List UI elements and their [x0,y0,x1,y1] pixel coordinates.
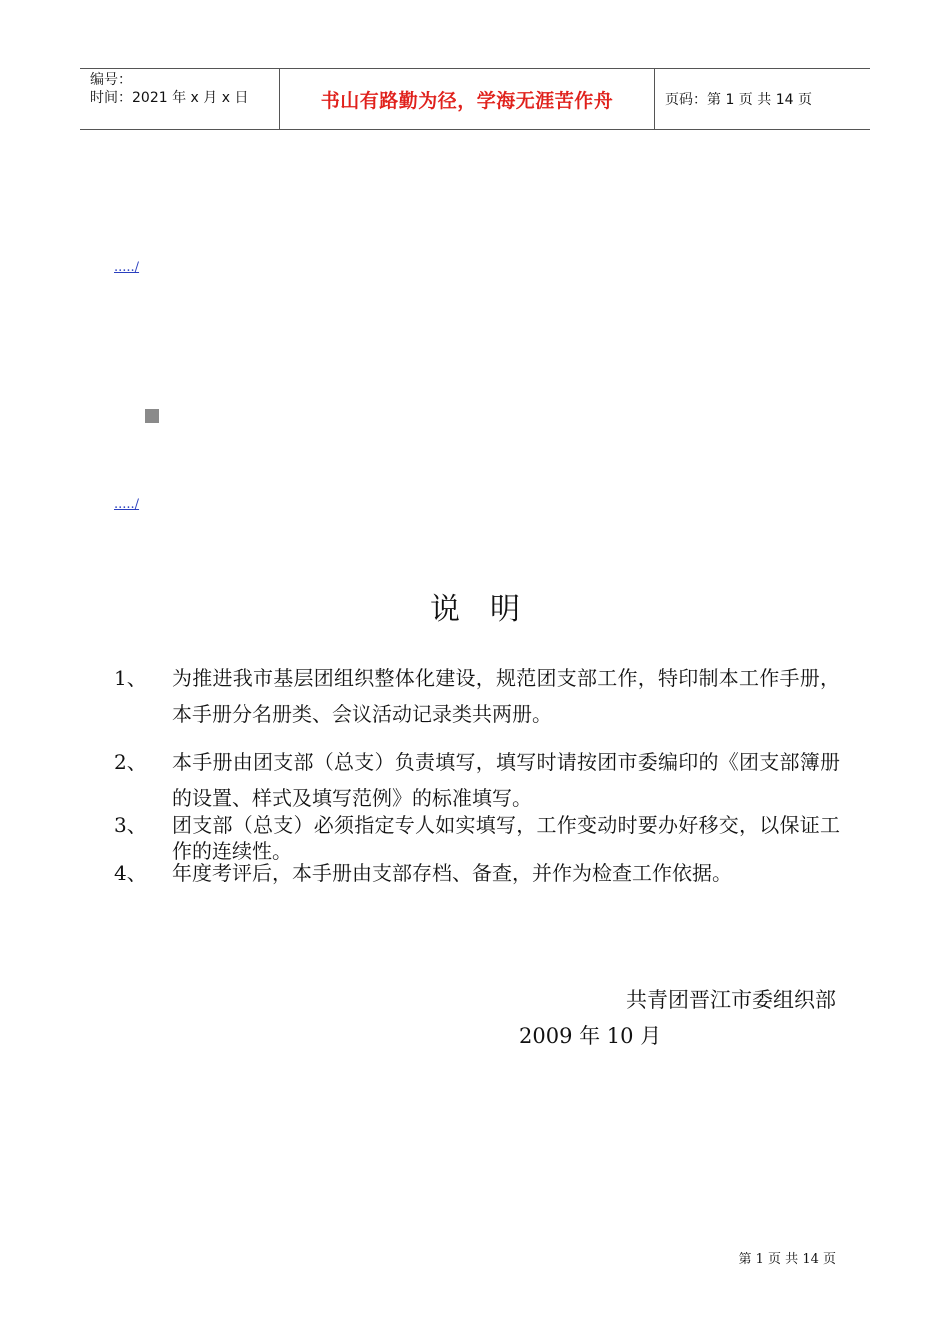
list-item-text: 为推进我市基层团组织整体化建设，规范团支部工作，特印制本工作手册，本手册分名册类、会议活动记录类共两册。 [172,666,840,726]
list-item [114,744,850,816]
list-item-number: 4、 [114,861,147,885]
list-item-text: 本手册由团支部（总支）负责填写，填写时请按团市委编印的《团支部簿册的设置、样式及填写范例》的标准填写。 [172,750,840,810]
dotted-link-top[interactable]: ...../ [114,260,140,275]
header-meta [80,69,280,129]
serial-number-label: 编号： [90,72,132,88]
list-item-text: 团支部（总支）必须指定专人如实填写，工作变动时要办好移交，以保证工作的连续性。 [172,813,840,863]
list-item [114,812,850,864]
list-item [114,860,850,886]
dotted-link-bottom[interactable]: ...../ [114,497,140,512]
list-item-number: 1、 [114,666,147,690]
list-item-number: 2、 [114,750,147,774]
list-item-number: 3、 [114,813,147,837]
time-label: 时间：2021 年 x 月 x 日 [90,90,249,106]
issue-date: 2009 年 10 月 [519,1024,662,1048]
bullet-square-icon [145,409,159,423]
issuer-signature: 共青团晋江市委组织部 [626,988,836,1012]
header-page-number: 页码：第 1 页 共 14 页 [665,92,812,108]
list-item [114,660,850,732]
page-title: 说明 [430,592,550,627]
footer-page-number: 第 1 页 共 14 页 [738,1252,836,1267]
list-item-text: 年度考评后，本手册由支部存档、备查，并作为检查工作依据。 [172,861,732,885]
document-header [80,68,870,130]
header-motto: 书山有路勤为径，学海无涯苦作舟 [280,69,655,129]
